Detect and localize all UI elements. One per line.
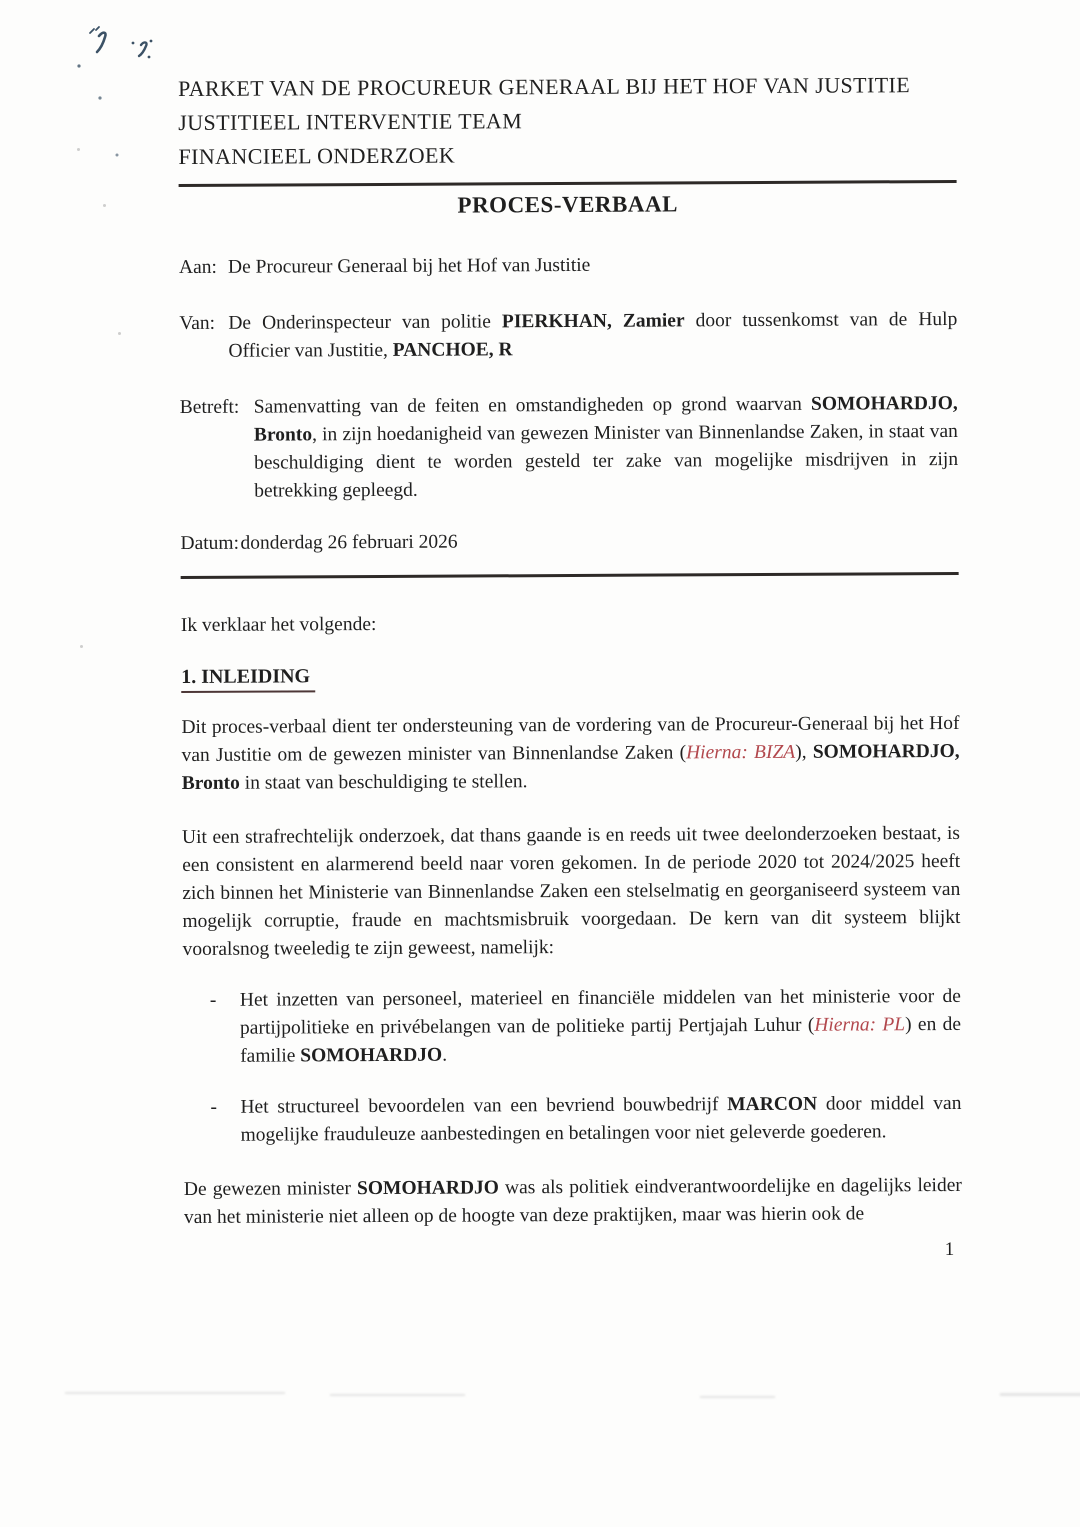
meta-row-datum (180, 526, 958, 558)
meta-value-aan: De Procureur Generaal bij het Hof van Justitie (227, 254, 591, 278)
meta-label-betreft: Betreft: (179, 396, 240, 419)
paragraph-onderzoek: Uit een strafrechtelijk onderzoek, dat thans gaande is en reeds uit twee deelonderzoeken bestaat, is een consistent en alarmerend beeld naar voren gekomen. In de periode 2020 tot 2024/2025 heeft zich binnen het Ministerie van Binnenlandse Zaken een stelselmatig en georganiseerd systeem van mogelijk corruptie, fraude en machtsmisbruik voorgedaan. De kern van dit systeem blijkt vooralsnog tweeledig te zijn geweest, namelijk: (181, 822, 961, 960)
meta-row-van (179, 306, 957, 366)
scan-speck (118, 332, 121, 335)
meta-row-aan (179, 250, 957, 282)
bullet-text-1: Het inzetten van personeel, materieel en financiële middelen van het ministerie voor de partijpolitieke en privébelangen van de politieke partij Pertjajah Luhur (Hierna: PL) en de familie SOMOHARDJO. (239, 985, 962, 1067)
bullet-item-2 (183, 1089, 961, 1149)
meta-label-van: Van: (179, 312, 216, 335)
meta-value-betreft: Samenvatting van de feiten en omstandigheden op grond waarvan SOMOHARDJO, Bronto, in zijn hoedanigheid van gewezen Minister van Binnenlandse Zaken, in staat van beschuldiging dient te worden gesteld ter zake van mogelijke misdrijven in zijn betrekking gepleegd. (253, 392, 959, 502)
header-line-2: JUSTITIEEL INTERVENTIE TEAM (178, 108, 523, 136)
scan-smudge (65, 1392, 285, 1394)
scan-smudge (700, 1396, 775, 1398)
section-heading-inleiding (181, 661, 959, 692)
document-content (178, 68, 962, 1265)
paragraph-intro: Dit proces-verbaal dient ter ondersteuning van de vordering van de Procureur-Generaal bij het Hof van Justitie om de gewezen minister van Binnenlandse Zaken (Hierna: BIZA), SOMOHARDJO, Bronto in staat van beschuldiging te stellen. (181, 712, 960, 794)
bullet-dash: - (210, 1096, 217, 1118)
document-header (178, 68, 957, 174)
meta-row-betreft (180, 390, 959, 506)
horizontal-rule-top (179, 180, 957, 187)
horizontal-rule-middle (181, 572, 959, 579)
meta-value-van: De Onderinspecteur van politie PIERKHAN, Zamier door tussenkomst van de Hulp Officier van Justitie, PANCHOE, R (228, 308, 958, 362)
scan-speck (80, 645, 83, 648)
meta-label-datum: Datum: (180, 532, 240, 555)
scan-smudge (330, 1394, 465, 1396)
meta-label-aan: Aan: (178, 256, 217, 279)
bullet-text-2: Het structureel bevoordelen van een bevriend bouwbedrijf MARCON door middel van mogelijke frauduleuze aanbestedingen en betalingen voor niet geleverde goederen. (240, 1092, 962, 1146)
scan-speck (77, 148, 80, 151)
meta-value-datum: donderdag 26 februari 2026 (240, 531, 458, 554)
header-line-3: FINANCIEEL ONDERZOEK (178, 142, 456, 170)
bullet-item-1 (183, 982, 961, 1070)
header-line-1: PARKET VAN DE PROCUREUR GENERAAL BIJ HET HOF VAN JUSTITIE (178, 72, 911, 102)
declaration-line: Ik verklaar het volgende: (180, 613, 377, 636)
paragraph-closing: De gewezen minister SOMOHARDJO was als politiek eindverantwoordelijke en dagelijks leider van het ministerie niet alleen op de hoogte van deze praktijken, maar was hierin ook de (183, 1174, 962, 1228)
section-heading-text: 1. INLEIDING (181, 665, 315, 693)
document-title: PROCES-VERBAAL (457, 191, 678, 218)
page-number: 1 (944, 1238, 955, 1260)
scan-smudge (1000, 1393, 1080, 1396)
bullet-dash: - (209, 989, 217, 1011)
scan-speck (103, 204, 106, 207)
